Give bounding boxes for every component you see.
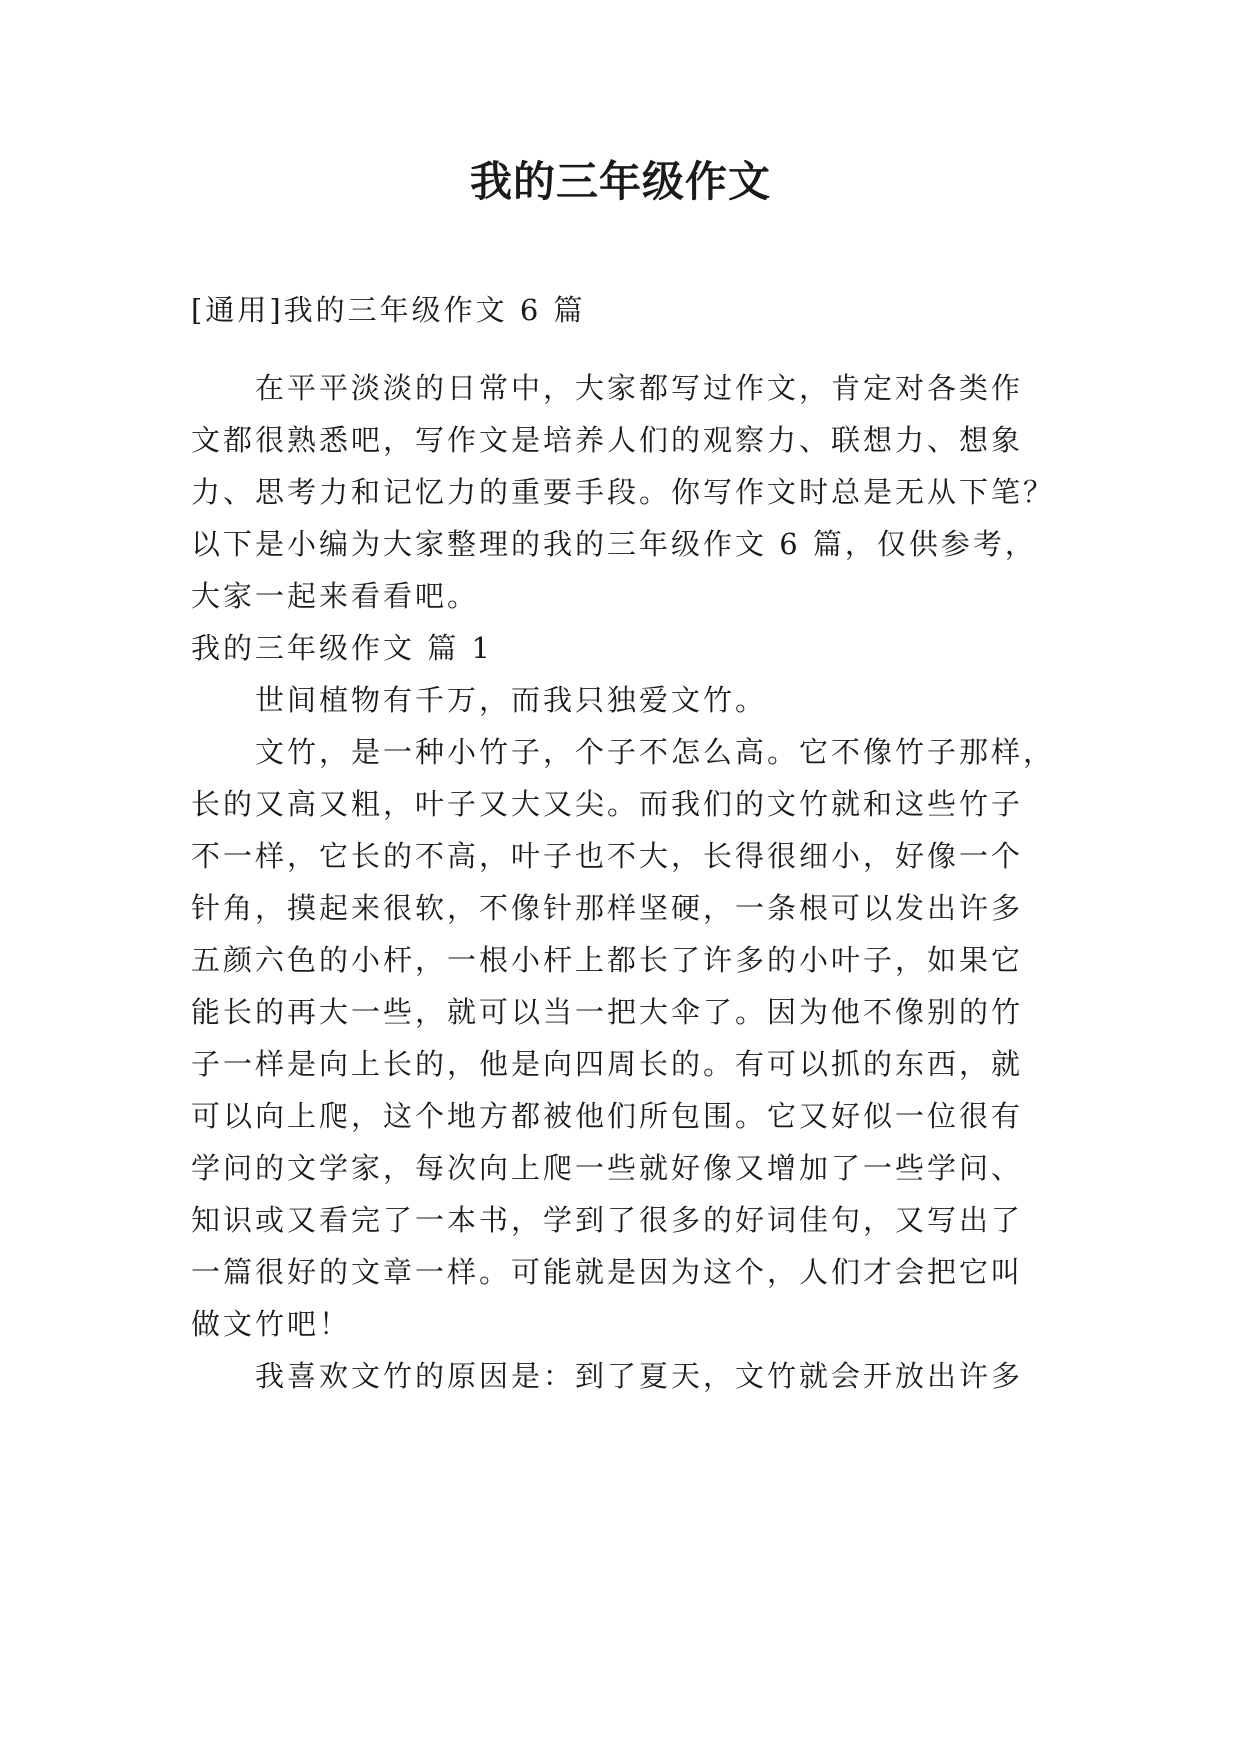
text-line: 学问的文学家，每次向上爬一些就好像又增加了一些学问、 — [191, 1151, 1024, 1185]
text-line: 一篇很好的文章一样。可能就是因为这个，人们才会把它叫 — [191, 1255, 1024, 1289]
text-line: 五颜六色的小杆，一根小杆上都长了许多的小叶子，如果它 — [191, 943, 1024, 977]
text-line: 不一样，它长的不高，叶子也不大，长得很细小，好像一个 — [191, 839, 1024, 873]
document-subtitle: [通用]我的三年级作文 6 篇 — [191, 293, 586, 327]
text-line: 文竹，是一种小竹子，个子不怎么高。它不像竹子那样， — [255, 735, 1056, 769]
text-line: 长的又高又粗，叶子又大又尖。而我们的文竹就和这些竹子 — [191, 787, 1024, 821]
text-line: 针角，摸起来很软，不像针那样坚硬，一条根可以发出许多 — [191, 891, 1024, 925]
text-line: 在平平淡淡的日常中，大家都写过作文，肯定对各类作 — [255, 371, 1024, 405]
text-line: 子一样是向上长的，他是向四周长的。有可以抓的东西，就 — [191, 1047, 1024, 1081]
text-line: 能长的再大一些，就可以当一把大伞了。因为他不像别的竹 — [191, 995, 1024, 1029]
text-line: 文都很熟悉吧，写作文是培养人们的观察力、联想力、想象 — [191, 423, 1024, 457]
text-line: 可以向上爬，这个地方都被他们所包围。它又好似一位很有 — [191, 1099, 1024, 1133]
text-line: 以下是小编为大家整理的我的三年级作文 6 篇，仅供参考， — [191, 527, 1037, 561]
text-line: 知识或又看完了一本书，学到了很多的好词佳句，又写出了 — [191, 1203, 1024, 1237]
section-heading: 我的三年级作文 篇 1 — [191, 631, 493, 665]
text-line: 大家一起来看看吧。 — [191, 579, 480, 613]
document-title: 我的三年级作文 — [469, 157, 771, 206]
text-line: 世间植物有千万，而我只独爱文竹。 — [255, 683, 768, 717]
text-line: 我喜欢文竹的原因是：到了夏天，文竹就会开放出许多 — [255, 1359, 1024, 1393]
text-line: 做文竹吧！ — [191, 1307, 352, 1341]
text-line: 力、思考力和记忆力的重要手段。你写作文时总是无从下笔？ — [191, 475, 1056, 509]
